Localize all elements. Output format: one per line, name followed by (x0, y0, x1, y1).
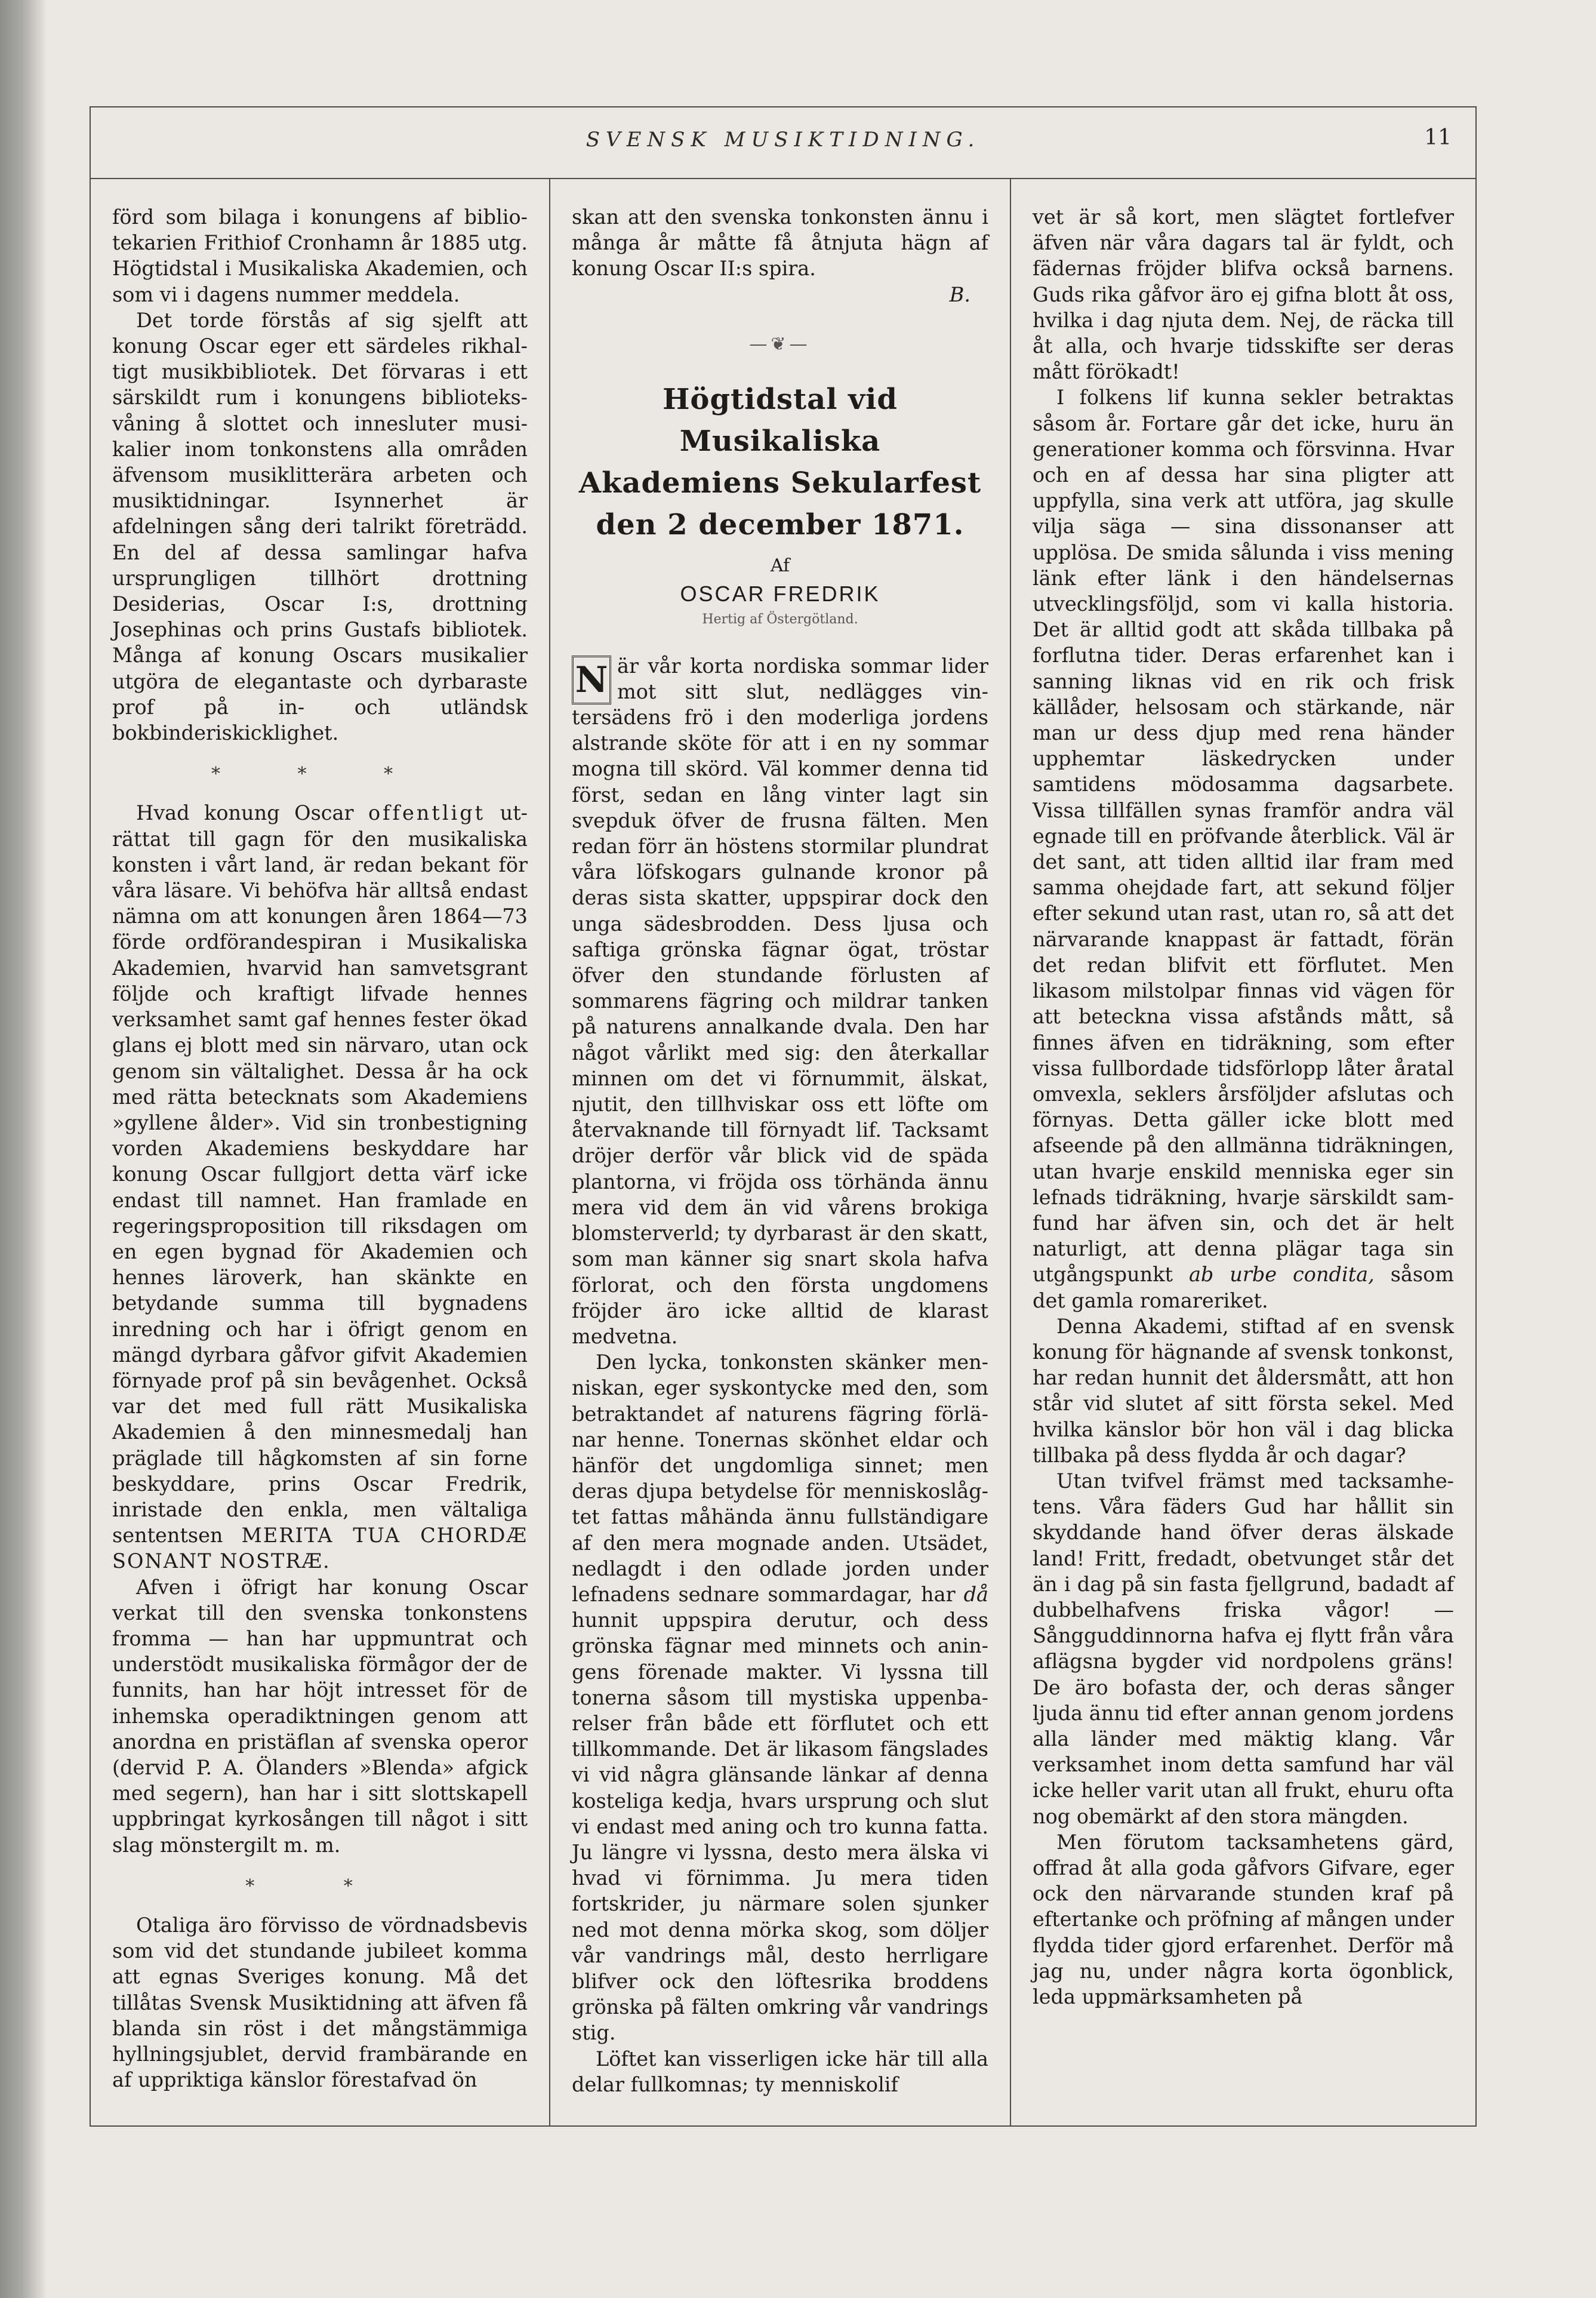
col1-p3-body: uträttat till gagn för den musikaliska konsten i vårt land, är redan bekant för våra läsare. Vi behöfva här alltså endast nämna om att konungen åren 1864—73 förde ordförandespiran i Musikaliska Akademien, hvarvid han samvetsgrant följde och kraftigt lifvade hennes verksamhet samt gaf hennes fester ökad glans ej blott med sin närvaro, utan ock genom sin vältalighet. Dessa år ha ock med rätta betecknats som Akademiens »gyllene ålder». Vid sin tronbestigning vorden Akademiens beskyddare har konung Oscar fullgjort detta värf icke endast till namnet. Han framlade en regeringsproposition till riksdagen om en egen bygnad för Akademien och hennes läroverk, han skänkte en betydande summa till bygnadens inredning och har i öfrigt genom en mängd dyrbara gåfvor gifvit Akademien förnyade prof på sin bevågenhet. Också var det med full rätt Musikaliska Akademien å den minnesmedalj han präglade till hågkomsten af sin forne beskyddare, prins Oscar Fredrik, inristade den enkla, men vältaliga sententsen (112, 801, 528, 1548)
ornament-divider: —❦— (749, 333, 811, 355)
col3-p2-body: I folkens lif kunna sekler betraktas såsom år. Fortare går det icke, huru än generationer komma och försvinna. Hvar och en af dessa har sina pligter att uppfylla, sina verk att utföra, jag skulle vilja säga — sina dissonanser att upplösa. De smida sålunda i viss mening länk efter länk i den händelsernas utvecklingsföljd, som vi kalla historia. Det är alltid godt att skåda tillbaka på forflutna tider. Deras erfarenhet kan i sanning liknas vid en rik och frisk källåder, helsosam och stärkande, när man ur dess djup med rena händer upphemtar läskedrycken under samtidens mödosamma dagsarbete. Vissa tillfällen synas framför andra väl egnade till en pröfvande återblick. Väl är det sant, att tiden alltid ilar fram med samma ohejdade fart, att sekund följer efter sekund utan rast, utan ro, så att det närvarande knappast är fattadt, förän det redan blifvit ett förflutet. Men likasom milstolpar finnas vid vägen för att beteckna vissa afstånds mått, så finnes äfven en tidräkning, som efter vissa fullbordade tidsförlopp låter åratal omvexla, seklers årsföljder afslutas och förnyas. Detta gäller icke blott med afseende på den allmänna tidräkningen, utan hvarje enskild menniska eger sin lefnads tidräkning, hvarje särskildt samfund har äfven sin, och det är helt naturligt, att denna plägar taga sin utgångspunkt (1033, 386, 1454, 1287)
col1-paragraph-5: Otaliga äro förvisso de vördnadsbevis som vid det stundande jubileet komma att egnas Sveriges konung. Må det tillåtas Svensk Musiktidning att äfven få blanda sin röst i det mångstämmiga hyllningsjublet, dervid frambärande en af uppriktiga känslor förestafvad ön (112, 1914, 528, 2092)
col2-paragraph-3 (572, 1349, 988, 2045)
col1-paragraph-1: förd som bilaga i konungens af bibliotekarien Frithiof Cronhamn år 1885 utg. Högtidstal i Musikaliska Akademien, och som vi i dagens nummer meddela. (112, 205, 528, 306)
article-title-line-1: Högtidstal vid Musikaliska (663, 383, 898, 459)
col2-p3-start: Den lycka, tonkonsten skänker menniskan, eger syskontycke med den, som betraktandet af naturens fägring förlänar henne. Tonernas skönhet eldar och hänför det ungdomliga sinnet; men deras djupa betydelse för menniskoslågtet fattas måhända ännu fullständigare af den mera mognade anden. Utsädet, nedlagdt i den odlade jorden under lefnadens sednare sommardagar, har (572, 1351, 988, 1606)
col1-p3-start: Hvad konung Oscar (136, 801, 354, 825)
drop-cap: N (572, 656, 611, 705)
col2-p2-body: är vår korta nordiska sommar lider mot sitt slut, nedlägges vintersädens frö i den moderliga jordens alstrande sköte för att i en ny sommar mogna till skörd. Väl kommer denna tid först, sedan en lång vinter lagt sin svepduk öfver de frusna fälten. Men redan förr än höstens stormilar plundrat våra löfskogars gulnande kronor på deras sista skatter, uppspirar dock den unga sädesbrodden. Dess ljusa och saftiga grönska fägnar ögat, tröstar öfver den stundande förlusten af sommarens fägring och mildrar tanken på naturens annalkande dvala. Den har något vårlikt med sig: den återkallar minnen om det vi förnummit, älskat, njutit, den tillhviskar oss ett löfte om återvaknande till förnyadt lif. Tacksamt dröjer derför vår blick vid de späda plantorna, vi fröjda oss törhända ännu mera vid dem än vid vårens brokiga blomsterverld; ty dyrbarast är den skatt, som man känner sig snart skola hafva förlorat, och den första ungdomens fröjder äro icke alltid de klarast medvetna. (572, 654, 988, 1348)
col1-paragraph-3 (112, 800, 528, 1574)
col2-paragraph-4: Löftet kan visserligen icke här till alla delar fullkomnas; ty menniskolif (572, 2047, 988, 2096)
article-title (572, 379, 988, 546)
col3-paragraph-1: vet är så kort, men slägtet fortlefver äfven när våra dagars tal är fyldt, och fädernas fröjder blifva också barnens. Guds rika gåfvor äro ej gifna blott åt oss, hvilka i dag njuta dem. Nej, de räcka till åt alla, och hvarje tidsskifte ser deras mått förökadt! (1033, 205, 1454, 384)
page-number: 11 (1424, 125, 1452, 150)
col3-paragraph-2 (1033, 384, 1454, 1313)
col1-p3-spaced-word: offentligt (368, 801, 486, 825)
section-separator-stars: * * * (211, 764, 429, 785)
column-3 (1011, 178, 1475, 2125)
col3-p2-italic: ab urbe condita, (1188, 1263, 1375, 1287)
col3-paragraph-3: Denna Akademi, stiftad af en svensk konung för hägnande af svensk tonkonst, har redan hunnit det åldersmått, att hon står vid slutet af sitt första sekel. Med hvilka känslor bör hon väl i dag blicka tillbaka på dess flydda år och dagar? (1033, 1314, 1454, 1467)
col2-p3-body: hunnit uppspira derutur, och dess grönska fägnar med minnets och aningens förenade makter. Vi lyssna till tonerna såsom till mystiska uppenbarelser från både ett förflutet och ett tillkommande. Det är likasom fängslades vi vid några glänsande länkar af denna kosteliga kedja, hvars ursprung och slut vi endast med aning och tro kunna fatta. Ju längre vi lyssna, desto mera älska vi hvad vi förnimma. Ju mera tiden fortskrider, ju närmare solen sjunker ned mot denna mörka skog, som döljer vår vandrings mål, desto herrligare blifver ock den löftesrika broddens grönska på fälten omkring vår vandrings stig. (572, 1608, 988, 2045)
col1-paragraph-4: Afven i öfrigt har konung Oscar verkat till den svenska tonkonstens fromma — han har uppmuntrat och understödt musikaliska förmågor der de funnits, han har höjt intresset för de inhemska operadiktningen genom att anordna en pristäflan af svenska operor (dervid P. A. Ölanders »Blenda» afgick med segern), han har i sitt slottskapell uppbringat kyrkosången till något i sitt slag mönstergilt m. m. (112, 1575, 528, 1857)
article-title-line-2: Akademiens Sekularfest (578, 466, 982, 500)
section-separator-stars-2: * * (245, 1875, 395, 1897)
col3-paragraph-4: Utan tvifvel främst med tacksamhetens. Våra fäders Gud har hållit sin skyddande hand öfver deras älskade land! Fritt, fredadt, obetvunget står det än i dag på sin fasta fjellgrund, badadt af dubbelhafvens friska vågor! — Sångguddinnorna hafva ej flytt från våra aflägsna bygder vid nordpolens gräns! De äro bofasta der, och deras sånger ljuda ännu tid efter annan genom jordens alla länder med mäktig klang. Vår verksamhet inom detta samfund har väl icke heller varit utan all frukt, ehuru ofta nog obemärkt af den stora mängden. (1033, 1469, 1454, 1828)
page-frame (90, 106, 1477, 2127)
col1-paragraph-2: Det torde förstås af sig sjelft att konung Oscar eger ett särdeles rikhaltigt musikbibliotek. Det förvaras i ett särskildt rum i konungens biblioteksvåning å slottet och innesluter musikalier inom tonkonstens alla områden äfvensom musiklitterära arbeten och musiktidningar. Isynnerhet är afdelningen sång deri talrikt företrädd. En del af dessa samlingar hafva ursprungligen tillhört drottning Desiderias, Oscar I:s, drottning Josephinas och prins Gustafs bibliotek. Många af konung Oscars musikalier utgöra de elegantaste och dyrbaraste prof på in- och utländsk bokbinderiskicklighet. (112, 308, 528, 745)
byline-name: OSCAR FREDRIK (680, 582, 880, 607)
author-signature: B. (949, 282, 970, 306)
col2-p3-italic: då (963, 1582, 989, 1606)
article-title-line-3: den 2 december 1871. (596, 508, 965, 542)
scan-edge (0, 0, 47, 2298)
col3-paragraph-5: Men förutom tacksamhetens gärd, offrad åt alla goda gåfvors Gifvare, eger ock den närvarande stunden kraf på eftertanke och pröfning af mången under flydda tider gjord erfarenhet. Derför må jag nu, under några korta ögonblick, leda uppmärksamheten på (1033, 1830, 1454, 2009)
medal-motto: MERITA TUA CHORDÆ SONANT NOSTRÆ. (112, 1524, 528, 1573)
col2-paragraph-2 (572, 653, 988, 1349)
column-2 (550, 178, 1011, 2125)
column-1 (91, 178, 550, 2125)
page-header (91, 107, 1475, 179)
journal-title: SVENSK MUSIKTIDNING. (586, 128, 981, 152)
col2-paragraph-1: skan att den svenska tonkonsten ännu i många år måtte få åtnjuta hägn af konung Oscar II:s spira. (572, 205, 988, 281)
byline-af: Af (770, 555, 790, 577)
col3-p2-end: såsom det gamla romareriket. (1033, 1263, 1455, 1312)
byline-title: Hertig af Östergötland. (702, 612, 858, 627)
